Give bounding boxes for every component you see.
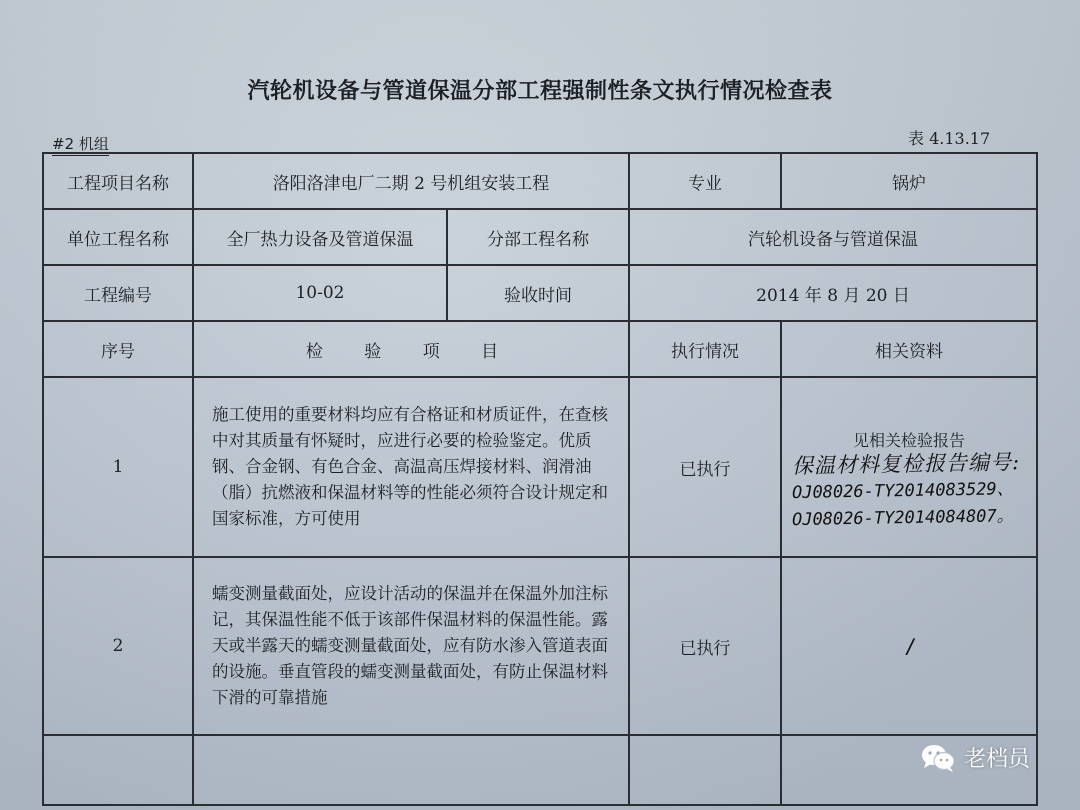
project-name-label: 工程项目名称 (43, 153, 193, 209)
handwritten-report-label: 保温材料复检报告编号: (791, 450, 1021, 479)
row-docs (781, 557, 1037, 735)
project-no-value: 10-02 (193, 265, 447, 321)
column-header-row (43, 321, 1037, 377)
row-no: 1 (43, 377, 193, 557)
acceptance-time-label: 验收时间 (447, 265, 629, 321)
sub-project-label: 分部工程名称 (447, 209, 629, 265)
watermark (920, 742, 1030, 773)
row-status: 已执行 (629, 557, 781, 735)
row-no: 2 (43, 557, 193, 735)
unit-label: #2 机组 (52, 133, 109, 156)
col-docs-header: 相关资料 (781, 321, 1037, 377)
watermark-text: 老档员 (964, 747, 1031, 772)
table-number: 表 4.13.17 (908, 129, 991, 148)
col-status-header: 执行情况 (629, 321, 781, 377)
col-item-header: 检 验 项 目 (193, 321, 629, 377)
header-row-unit (43, 209, 1037, 265)
header-row-number (43, 265, 1037, 321)
col-no-header: 序号 (43, 321, 193, 377)
row-item-text: 蠕变测量截面处，应设计活动的保温并在保温外加注标记，其保温性能不低于该部件保温材料的保温性能。露天或半露天的蠕变测量截面处，应有防水渗入管道表面的设施。垂直管段的蠕变测量截面处，有防止保温材料下滑的可靠措施 (193, 557, 629, 735)
unit-project-label: 单位工程名称 (43, 209, 193, 265)
acceptance-time-value: 2014 年 8 月 20 日 (629, 265, 1037, 321)
row-status: 已执行 (629, 377, 781, 557)
specialty-value: 锅炉 (781, 153, 1037, 209)
project-no-label: 工程编号 (43, 265, 193, 321)
table-row (43, 557, 1037, 735)
document-title: 汽轮机设备与管道保温分部工程强制性条文执行情况检查表 (247, 79, 833, 104)
specialty-label: 专业 (629, 153, 781, 209)
row-docs (781, 377, 1037, 557)
handwritten-slash-mark: / (904, 633, 918, 658)
table-row (43, 377, 1037, 557)
docs-printed-text: 见相关检验报告 (852, 431, 965, 450)
project-name-value: 洛阳洛津电厂二期 2 号机组安装工程 (193, 153, 629, 209)
sub-project-value: 汽轮机设备与管道保温 (629, 209, 1037, 265)
handwritten-report-no-2: OJ08026-TY2014084807。 (791, 506, 1014, 531)
table-row-empty (43, 735, 1037, 805)
handwritten-report-no-1: OJ08026-TY2014083529、 (791, 479, 1014, 504)
wechat-icon (920, 743, 956, 773)
row-item-text: 施工使用的重要材料均应有合格证和材质证件，在查核中对其质量有怀疑时，应进行必要的检验鉴定。优质钢、合金钢、有色合金、高温高压焊接材料、润滑油（脂）抗燃液和保温材料等的性能必须符合设计规定和国家标准，方可使用 (193, 377, 629, 557)
inspection-table (42, 152, 1038, 806)
header-row-project (43, 153, 1037, 209)
unit-project-value: 全厂热力设备及管道保温 (193, 209, 447, 265)
